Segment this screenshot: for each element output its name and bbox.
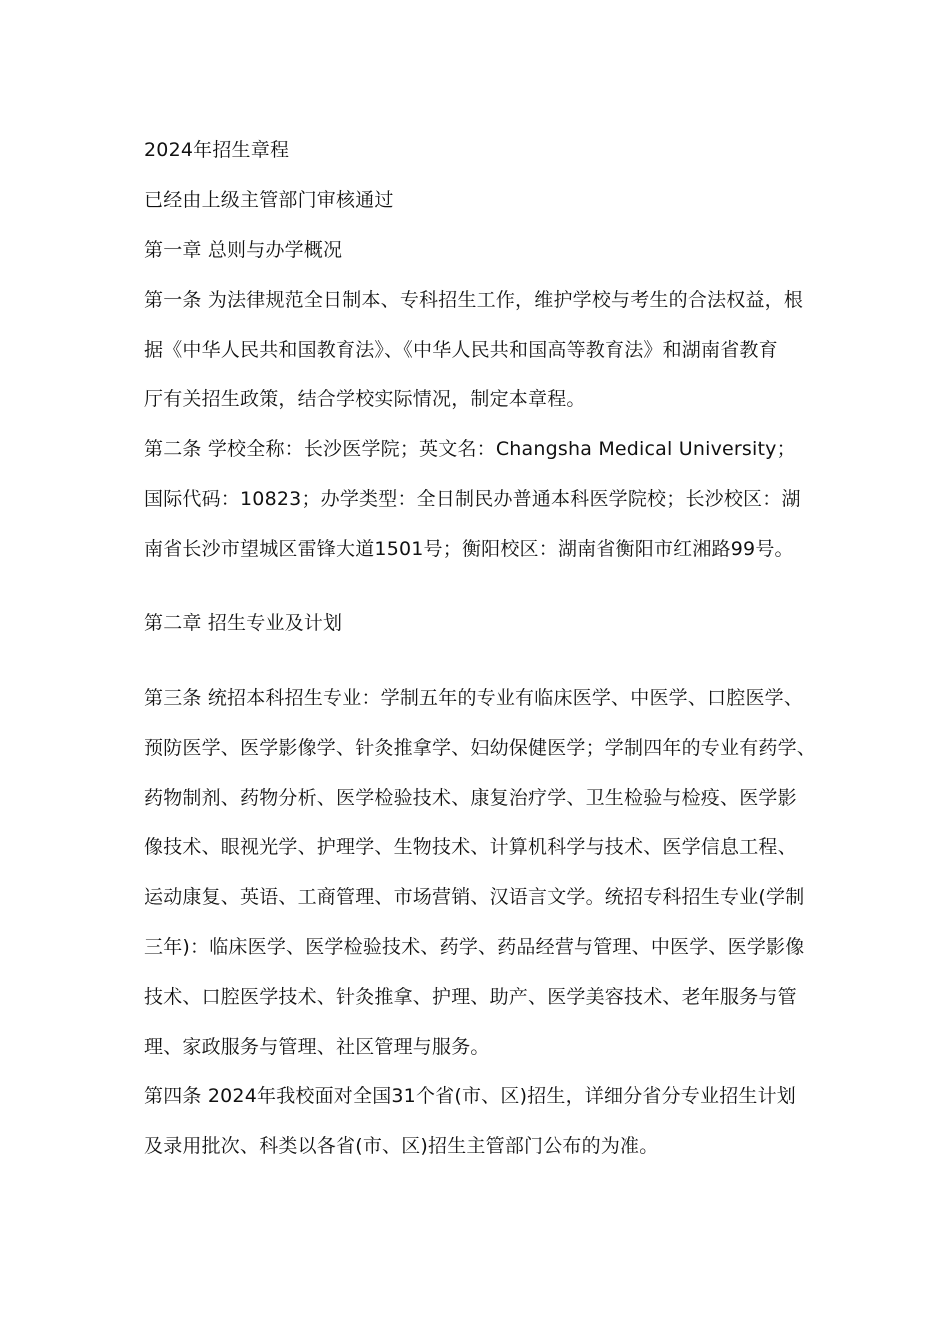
article-3-line: 理、家政服务与管理、社区管理与服务。	[144, 1036, 490, 1058]
article-4-line: 及录用批次、科类以各省(市、区)招生主管部门公布的为准。	[144, 1135, 659, 1157]
article-2-line: 南省长沙市望城区雷锋大道1501号；衡阳校区：湖南省衡阳市红湘路99号。	[144, 538, 794, 560]
chapter-1-heading: 第一章 总则与办学概况	[144, 239, 343, 261]
approval-note: 已经由上级主管部门审核通过	[144, 189, 394, 211]
document-title: 2024年招生章程	[144, 139, 290, 161]
article-3-line: 预防医学、医学影像学、针灸推拿学、妇幼保健医学；学制四年的专业有药学、	[144, 737, 817, 759]
article-3-line: 药物制剂、药物分析、医学检验技术、康复治疗学、卫生检验与检疫、医学影	[144, 787, 797, 809]
article-3-line: 像技术、眼视光学、护理学、生物技术、计算机科学与技术、医学信息工程、	[144, 836, 797, 858]
article-3-line: 第三条 统招本科招生专业：学制五年的专业有临床医学、中医学、口腔医学、	[144, 687, 804, 709]
article-3-line: 运动康复、英语、工商管理、市场营销、汉语言文学。统招专科招生专业(学制	[144, 886, 805, 908]
article-3-line: 技术、口腔医学技术、针灸推拿、护理、助产、医学美容技术、老年服务与管	[144, 986, 797, 1008]
article-1-line: 据《中华人民共和国教育法》、《中华人民共和国高等教育法》和湖南省教育	[144, 339, 778, 361]
article-3-line: 三年)：临床医学、医学检验技术、药学、药品经营与管理、中医学、医学影像	[144, 936, 805, 958]
article-4-line: 第四条 2024年我校面对全国31个省(市、区)招生，详细分省分专业招生计划	[144, 1085, 796, 1107]
article-2-line: 第二条 学校全称：长沙医学院；英文名：Changsha Medical University；	[144, 438, 796, 460]
article-1-line: 厅有关招生政策，结合学校实际情况，制定本章程。	[144, 388, 586, 410]
chapter-2-heading: 第二章 招生专业及计划	[144, 612, 343, 634]
article-2-line: 国际代码：10823；办学类型：全日制民办普通本科医学院校；长沙校区：湖	[144, 488, 801, 510]
article-1-line: 第一条 为法律规范全日制本、专科招生工作，维护学校与考生的合法权益，根	[144, 289, 804, 311]
